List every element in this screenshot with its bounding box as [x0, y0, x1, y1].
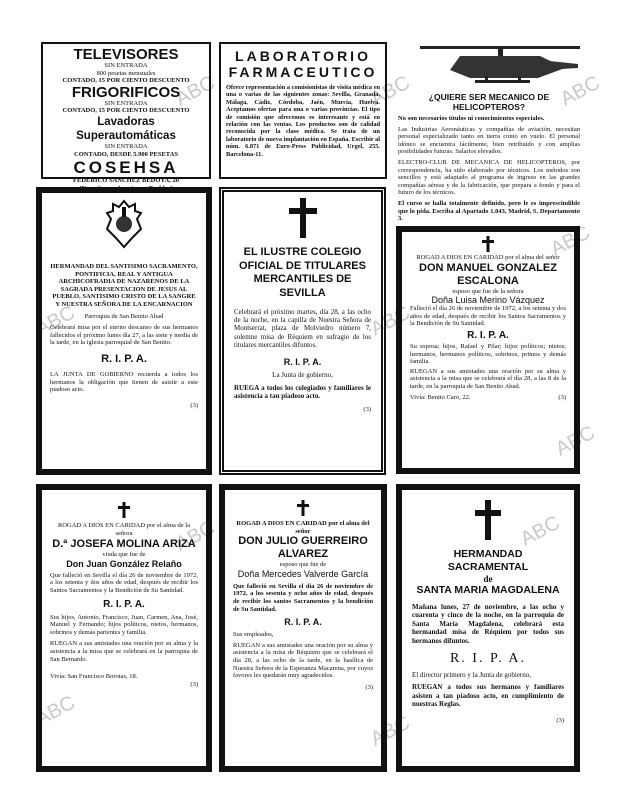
notice4-spouse: Don Juan González Relaño — [66, 558, 182, 569]
watermark: ABC — [547, 221, 594, 261]
notice6-title2: de — [483, 574, 493, 584]
helicopter-p2: Las Industrias Aeronáuticas y compañías de aviación, necesitan personal especializado tanto en tierra como en vuelo. El personal idóneo se encuentra fácilmente, bien retribuido y con amplias posibilidades futuras. Salarios elevados. — [398, 125, 580, 156]
notice3-number: (3) — [558, 393, 566, 401]
watermark: ABC — [517, 511, 564, 551]
notice4-ripa: R. I. P. A. — [103, 598, 145, 610]
notice1-title: HERMANDAD DEL SANTISIMO SACRAMENTO, PONTIFICIA, REAL Y ANTIGUA ARCHICOFRADIA DE NAZARENOS DE LA SAGRADA PRESENTACION DE JESUS AL PUEBLO, SANTISIMO CRISTO DE LA SANGRE Y NUESTRA SEÑORA DE LA ENCARNACION — [50, 263, 198, 308]
coat-of-arms-icon — [105, 199, 143, 249]
notice4-top: ROGAD A DIOS EN CARIDAD por el alma de la señora — [58, 522, 190, 537]
ad-brand: COSEHSA — [73, 158, 179, 178]
notice3-body: Falleció el día 26 de noviembre de 1972, a los setenta y dos años de edad, después de recibir los Santos Sacramentos y la Bendición de Su Santidad. — [410, 305, 566, 328]
watermark: ABC — [32, 691, 79, 731]
notice3-ripa: R. I. P. A. — [467, 329, 509, 341]
ad-line: SIN ENTRADA — [104, 99, 148, 107]
cross-icon — [481, 236, 495, 252]
cross-icon — [296, 500, 310, 516]
ad-line: CONTADO, 15 POR CIENTO DESCUENTO — [62, 107, 190, 115]
notice-hermandad-magdalena — [396, 484, 580, 772]
cross-icon — [473, 500, 503, 540]
helicopter-text — [398, 115, 580, 223]
ad-line: SIN ENTRADA — [104, 142, 148, 150]
notice3-spouse-label: esposo que fue de la señora — [452, 287, 524, 295]
ad-line: CONTADO, DESDE 5.900 PESETAS — [74, 150, 178, 158]
notice5-number: (3) — [365, 683, 373, 691]
ad-title-frigorificos: FRIGORIFICOS — [71, 83, 181, 101]
notice5-closing: RUEGAN a sus amistades una oración por su alma y asistencia a la misa de Réquiem que se celebrará el día 28, a las ocho de la tarde, en la basílica de Nuestra Señora de la Esperanza Macarena, por cuyos favores les quedarán muy agradecidos. — [233, 641, 373, 680]
notice6-title1: HERMANDAD SACRAMENTAL — [447, 548, 529, 573]
helicopter-p3: ELECTRO-CLUB DE MECANICA DE HELICOPTEROS, por correspondencia, ha sido elaborado por técnicos. Los métodos son sencillos y está adaptado al programa de ingreso en las grandes compañías aéreas y de la fabricación, que prepara a fondo y para el futuro de los técnicos. — [398, 158, 580, 197]
notice2-body: Celebrará el próximo martes, día 28, a las ocho de la noche, en la capilla de Nuestra Señora de Montserrat, plaza de Molviedro número 7, solemne misa de Réquiem en sufragio de los titulares mercantiles difuntos. — [234, 308, 371, 349]
notice4-family: Sus hijos, Antonio, Francisco, Juan, Carmen, Ana, José, Manuel y Fernando; hijos políticos, nietos, hermanos, sobrinos y demás parientes y familia. — [50, 613, 198, 636]
notice6-number: (3) — [556, 716, 564, 724]
notice2-ripa: R. I. P. A. — [283, 357, 322, 368]
cross-icon — [117, 502, 131, 518]
ad-line: SIN ENTRADA — [104, 62, 148, 69]
ad-line: (Necesitamos Agentes en Pueblos) — [79, 184, 173, 192]
notice2-junta: La Junta de gobierno, — [272, 371, 333, 380]
ad-line: 800 pesetas mensuales — [96, 69, 156, 77]
notice1-parish: Parroquia de San Benito Abad — [84, 312, 164, 320]
watermark: ABC — [367, 711, 414, 751]
notice3-spouse: Doña Luisa Merino Vázquez — [431, 295, 545, 306]
notice1-body: Celebrará misa por el eterno descanso de sus hermanos fallecidos el próximo lunes día 27, a las siete y media de la tarde, en la iglesia parroquial de San Benito. — [50, 324, 198, 347]
notice5-top: ROGAD A DIOS EN CARIDAD por el alma del señor — [236, 520, 370, 535]
watermark: ABC — [367, 71, 414, 111]
notice2-title: EL ILUSTRE COLEGIO OFICIAL DE TITULARES MERCANTILES DE SEVILLA — [239, 246, 366, 299]
notice1-ripa: R. I. P. A. — [101, 352, 147, 365]
notice5-spouse: Doña Mercedes Valverde García — [237, 568, 369, 579]
notice-colegio-oficial — [219, 187, 386, 475]
notice-josefa-molina — [36, 484, 212, 772]
notice4-address: Vivía: San Francisco Borotas, 18. — [50, 673, 138, 681]
notice5-spouse-label: esposo que fue de — [279, 561, 327, 569]
notice3-top: ROGAD A DIOS EN CARIDAD por el alma del señor — [416, 254, 560, 261]
notice5-name: DON JULIO GUERREIRO ALVAREZ — [238, 535, 368, 561]
notice5-ripa: R. I. P. A. — [284, 617, 322, 628]
notice6-ripa: R. I. P. A. — [449, 651, 527, 667]
notice1-number: (3) — [190, 401, 198, 409]
notice5-family: Sus empleados, — [233, 631, 274, 639]
watermark: ABC — [367, 301, 414, 341]
helicopter-ad — [398, 40, 580, 250]
notice2-closing: RUEGA a todos los colegiados y familiares le asistencia a tan piadoso acto. — [234, 383, 371, 400]
helicopter-p1: No son necesarios títulos ni conocimientos especiales. — [398, 115, 545, 122]
helicopter-p4: El curso se halla totalmente definido, pero le es imprescindible que lo pida. Escriba al Apartado 1.043, Madrid, S. Departamento 3. — [398, 199, 580, 223]
notice4-body: Que falleció en Sevilla el día 26 de noviembre de 1972, a los setenta y dos años de edad, después de recibir los Santos Sacramentos y la Bendición de Su Santidad. — [50, 571, 198, 594]
watermark: ABC — [172, 71, 219, 111]
ad-title-lavadoras: Lavadoras Superautomáticas — [76, 115, 176, 142]
notice4-closing: RUEGAN a sus amistades una oración por su alma y la asistencia a la misa que se celebrará en la parroquia de San Bernardo. — [50, 640, 198, 663]
notice4-name: D.ª JOSEFA MOLINA ARIZA — [52, 538, 196, 551]
notice3-family: Su esposa; hijos, Rafael y Pilar; hijos políticos; nietos; hermanos, hermanos políticos, sobrinos, primos y demás familia. — [410, 342, 566, 366]
notice3-name: DON MANUEL GONZALEZ ESCALONA — [419, 261, 557, 287]
notice3-closing: RUEGAN a sus amistades una oración por su alma y asistencia a la misa que se celebrará el día 28, a las 8 de la tarde, en la parroquia de San Benito Abad. — [410, 367, 566, 390]
helicopter-title: ¿QUIERE SER MECANICO DE HELICOPTEROS? — [428, 92, 550, 112]
ad-line: CONTADO, 15 POR CIENTO DESCUENTO — [62, 77, 190, 85]
watermark: ABC — [557, 71, 604, 111]
helicopter-icon — [420, 40, 580, 90]
notice2-number: (3) — [363, 406, 371, 414]
notice4-number: (3) — [190, 680, 198, 688]
ad-line: FEDERICO SANCHEZ BEDOYA, 20 — [73, 177, 179, 185]
notice-manuel-gonzalez — [396, 226, 580, 474]
notice3-address: Vivía: Benito Caro, 22. — [410, 393, 471, 401]
lab-title: LABORATORIO FARMACEUTICO — [228, 48, 378, 80]
notice-julio-guerreiro — [219, 484, 387, 772]
notice1-closing: LA JUNTA DE GOBIERNO recuerda a todos los hermanos la obligación que tienen de asistir a este piadoso acto. — [50, 370, 198, 394]
notice6-junta: El director primero y la Junta de gobierno, — [412, 671, 531, 680]
notice6-body: Mañana lunes, 27 de noviembre, a las ocho y cuarenta y cinco de la noche, en la parroquia de Santa María Magdalena, celebrará esta hermandad misa de Réquiem por todos sus hermanos difuntos. — [412, 603, 564, 645]
watermark: ABC — [32, 301, 79, 341]
notice5-body: Que falleció en Sevilla el día 26 de noviembre de 1972, a los sesenta y ocho años de edad, después de recibir los santos Sacramentos y la bendición de Su Santidad. — [233, 582, 373, 613]
lab-body: Ofrece representación a comisionistas de visita médica en una o varias de las siguientes zonas: Sevilla, Granada, Málaga, Cádiz, Córdoba, Jaén, Murcia, Huelva. Aceptamos ofertas para una o varias provincias. El tipo de comisión que ofrecemos es interesante y está en relación con las ventas. Los productos son de calidad reconocida por la clase médica. Se trata de un laboratorio de nueva implantación en España. Escribir al núm. 6.871 de Euro-Press Publicidad, Urgel, 255. Barcelona-11. — [226, 84, 380, 158]
cross-icon — [287, 198, 319, 238]
notice4-spouse-label: viuda que fue de — [102, 551, 146, 559]
laboratory-ad — [219, 42, 387, 179]
ad-title-televisores: TELEVISORES — [73, 46, 179, 63]
notice3-footer — [410, 394, 566, 402]
watermark: ABC — [172, 516, 219, 556]
appliances-ad — [41, 42, 211, 192]
notice-hermandad-santisimo — [36, 184, 212, 475]
notice6-closing: RUEGAN a todos sus hermanos y familiares asisten a tan piadoso acto, en cumplimiento de nuestras Reglas. — [412, 683, 564, 709]
notice6-title3: SANTA MARIA MAGDALENA — [416, 584, 560, 596]
watermark: ABC — [552, 421, 599, 461]
